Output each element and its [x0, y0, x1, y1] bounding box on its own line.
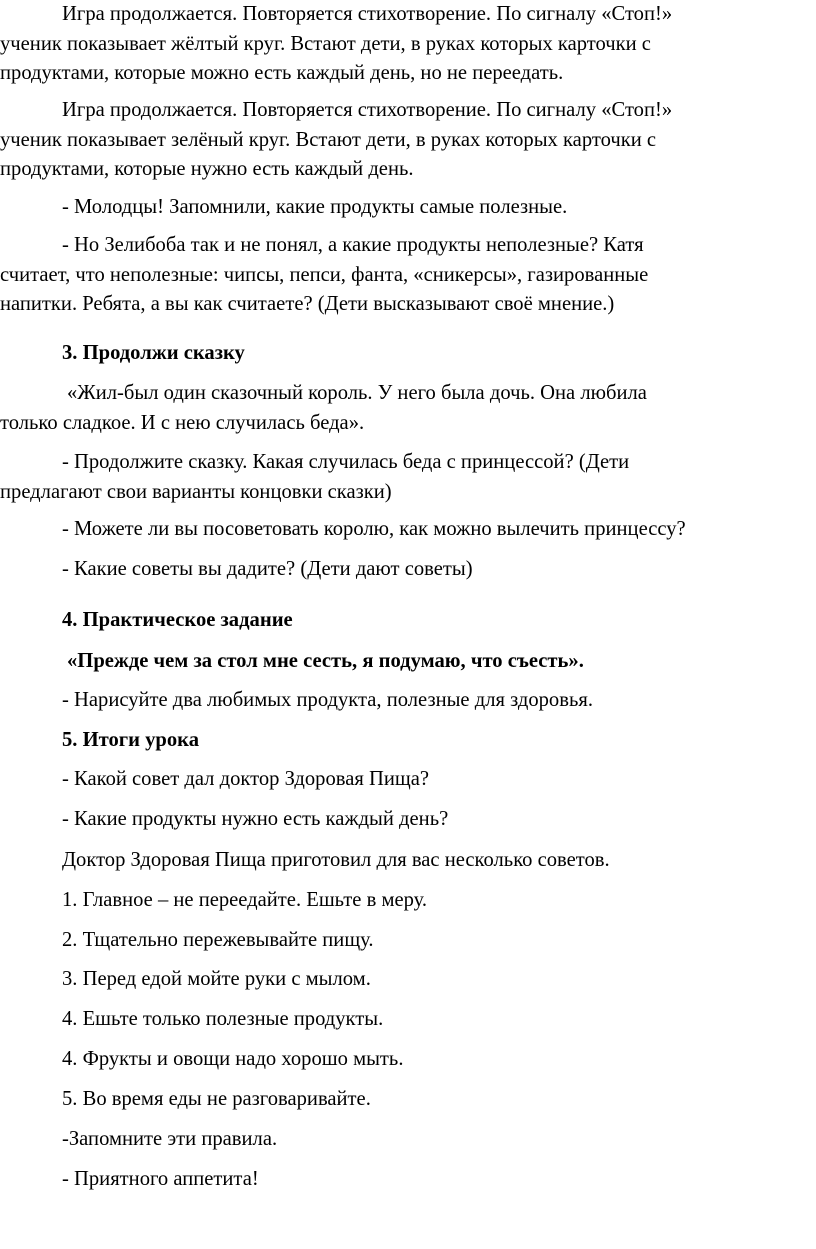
paragraph-fairy-tale	[0, 379, 816, 438]
paragraph-yellow-circle	[0, 0, 816, 89]
text-line: - Молодцы! Запомнили, какие продукты самые полезные.	[62, 196, 568, 218]
heading-text: «Прежде чем за стол мне сесть, я подумаю, что съесть».	[67, 650, 584, 672]
paragraph-bon-appetit	[0, 1165, 816, 1195]
text-line: продуктами, которые нужно есть каждый день.	[0, 158, 414, 180]
paragraph-draw-products	[0, 686, 816, 716]
paragraph-well-done	[0, 193, 816, 223]
text-line: «Жил-был один сказочный король. У него была дочь. Она любила	[67, 382, 647, 404]
heading-text: 5. Итоги урока	[62, 729, 200, 751]
paragraph-doctor-advice	[0, 765, 816, 795]
section-motto	[0, 647, 816, 677]
paragraph-which-advice	[0, 555, 816, 585]
list-item	[0, 926, 816, 956]
text-line: только сладкое. И с нею случилась беда».	[0, 411, 365, 434]
text-line: Игра продолжается. Повторяется стихотворение. По сигналу «Стоп!»	[62, 3, 673, 25]
list-item	[0, 886, 816, 916]
paragraph-zeliboba	[0, 231, 816, 320]
section-heading-3	[0, 339, 816, 369]
text-line: Доктор Здоровая Пища приготовил для вас несколько советов.	[62, 849, 610, 871]
heading-text: 4. Практическое задание	[62, 609, 293, 631]
text-line: - Какие советы вы дадите? (Дети дают советы)	[62, 558, 473, 580]
list-item	[0, 1005, 816, 1035]
text-line: продуктами, которые можно есть каждый день, но не переедать.	[0, 62, 564, 84]
section-heading-5	[0, 726, 816, 756]
text-line: - Продолжите сказку. Какая случилась беда с принцессой? (Дети	[62, 451, 630, 473]
text-line: - Какие продукты нужно есть каждый день?	[62, 808, 449, 830]
text-line: Игра продолжается. Повторяется стихотворение. По сигналу «Стоп!»	[62, 99, 673, 121]
text-line: считает, что неполезные: чипсы, пепси, фанта, «сникерсы», газированные	[0, 263, 649, 286]
paragraph-daily-products	[0, 805, 816, 835]
text-line: 1. Главное – не переедайте. Ешьте в меру.	[62, 889, 428, 911]
text-line: - Можете ли вы посоветовать королю, как можно вылечить принцессу?	[62, 518, 686, 540]
text-line: напитки. Ребята, а вы как считаете? (Дети высказывают своё мнение.)	[0, 293, 615, 315]
paragraph-advise-king	[0, 515, 816, 545]
paragraph-doctor-prepared	[0, 846, 816, 876]
list-item	[0, 1045, 816, 1075]
heading-text: 3. Продолжи сказку	[62, 342, 245, 364]
paragraph-green-circle	[0, 96, 816, 185]
section-heading-4	[0, 606, 816, 636]
text-line: 3. Перед едой мойте руки с мылом.	[62, 968, 371, 990]
text-line: 4. Ешьте только полезные продукты.	[62, 1008, 384, 1030]
text-line: 4. Фрукты и овощи надо хорошо мыть.	[62, 1048, 404, 1070]
text-line: 2. Тщательно пережевывайте пищу.	[62, 929, 374, 951]
text-line: - Но Зелибоба так и не понял, а какие продукты неполезные? Катя	[62, 234, 644, 256]
text-line: ученик показывает жёлтый круг. Встают дети, в руках которых карточки с	[0, 32, 651, 55]
text-line: 5. Во время еды не разговаривайте.	[62, 1088, 371, 1110]
text-line: - Приятного аппетита!	[62, 1168, 259, 1190]
text-line: -Запомните эти правила.	[62, 1128, 278, 1150]
text-line: - Нарисуйте два любимых продукта, полезные для здоровья.	[62, 689, 593, 711]
list-item	[0, 1085, 816, 1115]
paragraph-continue-tale	[0, 448, 816, 507]
text-line: ученик показывает зелёный круг. Встают дети, в руках которых карточки с	[0, 128, 657, 151]
text-line: - Какой совет дал доктор Здоровая Пища?	[62, 768, 429, 790]
text-line: предлагают свои варианты концовки сказки)	[0, 480, 392, 503]
paragraph-remember-rules	[0, 1125, 816, 1155]
list-item	[0, 965, 816, 995]
